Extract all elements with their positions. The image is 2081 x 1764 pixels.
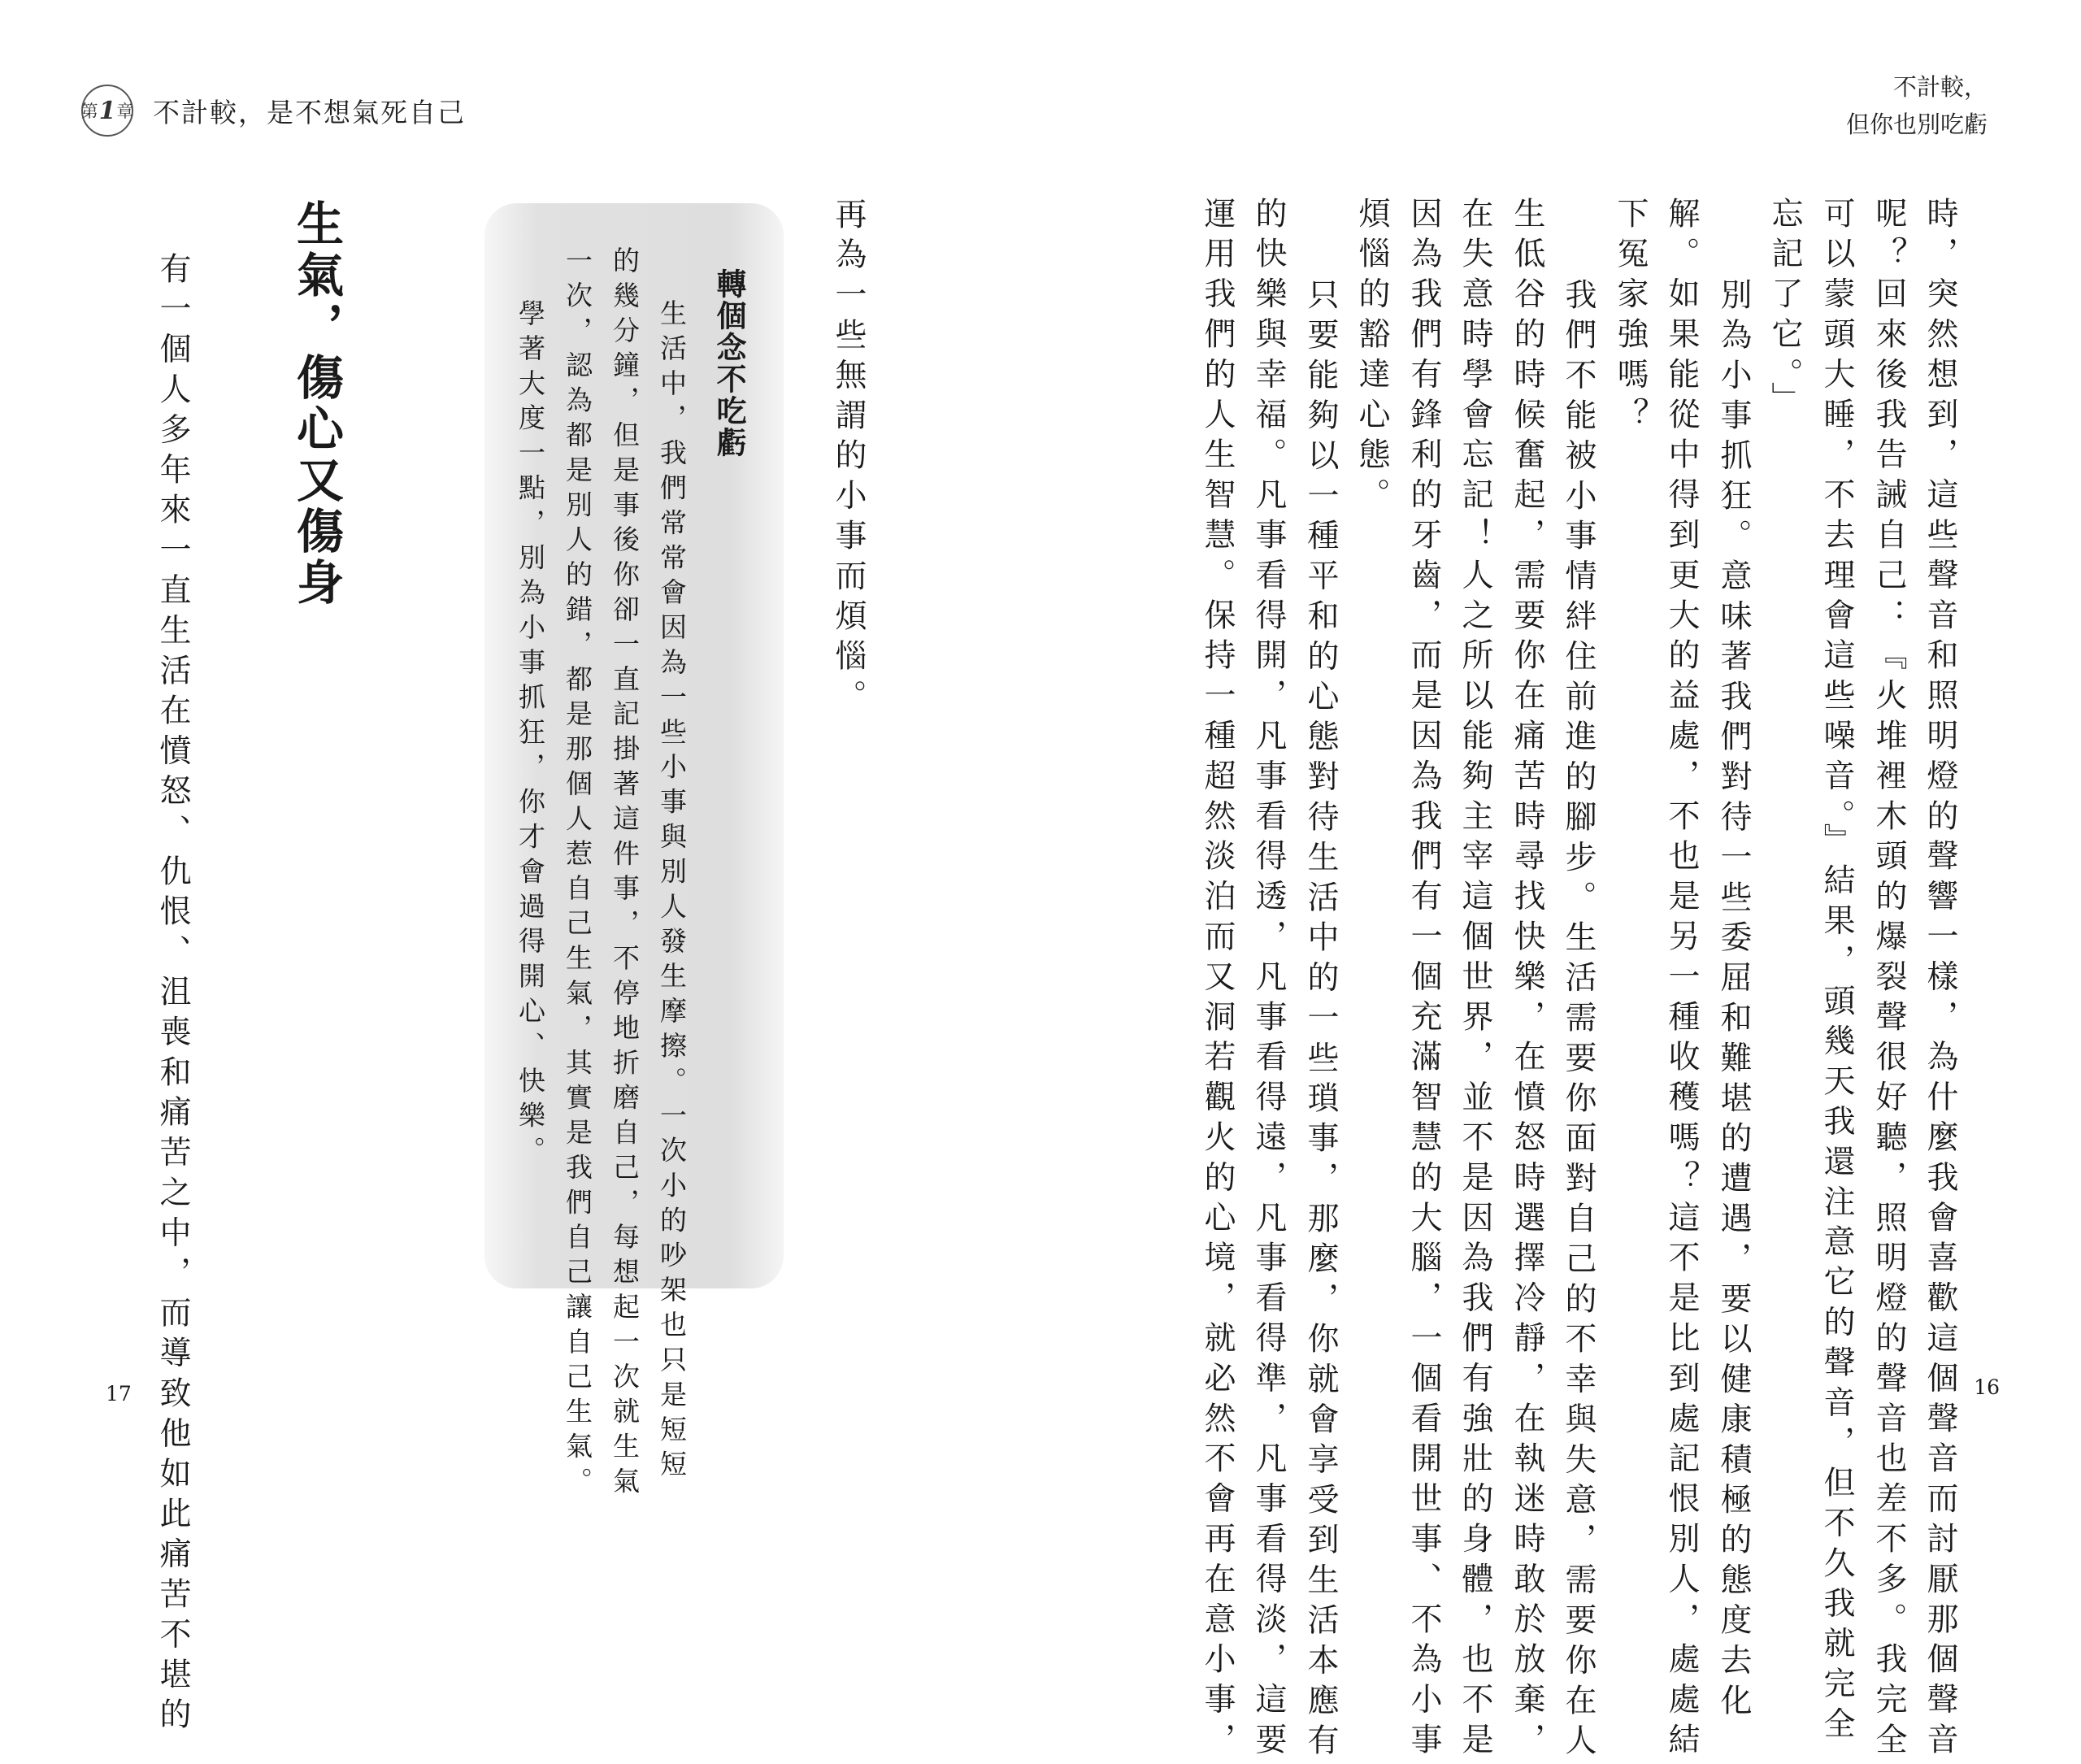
sidebar-line-2: 的幾分鐘，但是事後你卻一直記掛著這件事，不停地折磨自己，每想起一次就生氣 — [609, 246, 641, 1502]
page-number-left: 17 — [106, 1382, 132, 1406]
body-line-r15: 運用我們的人生智慧。保持一種超然淡泊而又洞若觀火的心境，就必然不會再在意小事， — [1199, 197, 1236, 1763]
body-line-r10: 在失意時學會忘記！人之所以能夠主宰這個世界，並不是因為我們有強壯的身體，也不是 — [1457, 197, 1493, 1763]
body-line-r11: 因為我們有鋒利的牙齒，而是因為我們有一個充滿智慧的大腦，一個看開世事、不為小事 — [1405, 197, 1442, 1763]
running-head-left: 不計較，是不想氣死自己 — [153, 97, 466, 128]
section-heading: 生氣，傷心又傷身 — [289, 199, 344, 609]
sidebar-line-1: 生活中，我們常常會因為一些小事與別人發生摩擦。一次小的吵架也只是短短 — [656, 299, 688, 1485]
chapter-prefix: 第 — [80, 102, 98, 121]
body-line-r8: 我們不能被小事情絆住前進的腳步。生活需要你面對自己的不幸與失意，需要你在人 — [1560, 278, 1597, 1764]
body-line-r13: 只要能夠以一種平和的心態對待生活中的一些瑣事，那麼，你就會享受到生活本應有 — [1302, 278, 1339, 1764]
sidebar-title: 轉個念不吃虧 — [711, 268, 746, 458]
body-line-r12: 煩惱的豁達心態。 — [1353, 197, 1390, 519]
body-line-r4: 忘記了它。」 — [1766, 197, 1803, 422]
running-head-right — [1846, 68, 1988, 143]
chapter-badge — [81, 85, 133, 137]
body-line-l2: 有一個人多年來一直生活在憤怒、仇恨、沮喪和痛苦之中，而導致他如此痛苦不堪的 — [154, 252, 191, 1738]
running-head-right-line2: 但你也別吃虧 — [1845, 111, 1988, 138]
body-line-r3: 可以蒙頭大睡，不去理會這些噪音。』結果，頭幾天我還注意它的聲音，但不久我就完全 — [1818, 197, 1855, 1748]
body-line-r7: 下冤家強嗎？ — [1612, 197, 1649, 438]
page-number-right: 16 — [1974, 1375, 2000, 1399]
body-line-r2: 呢？回來後我告誡自己：『火堆裡木頭的爆裂聲很好聽，照明燈的聲音也差不多。我完全 — [1870, 197, 1907, 1763]
body-line-r6: 解。如果能從中得到更大的益處，不也是另一種收穫嗎？這不是比到處記恨別人，處處結 — [1663, 197, 1700, 1763]
body-line-l1: 再為一些無謂的小事而煩惱。 — [830, 198, 867, 720]
body-line-r9: 生低谷的時候奮起，需要你在痛苦時尋找快樂，在憤怒時選擇冷靜，在執迷時敢於放棄， — [1509, 197, 1545, 1763]
body-line-r5: 別為小事抓狂。意味著我們對待一些委屈和難堪的遭遇，要以健康積極的態度去化 — [1715, 278, 1752, 1724]
sidebar-line-3: 一次，認為都是別人的錯，都是那個人惹自己生氣，其實是我們自己讓自己生氣。 — [562, 246, 593, 1502]
sidebar-line-4: 學著大度一點，別為小事抓狂，你才會過得開心、快樂。 — [515, 299, 546, 1171]
running-head-right-line1: 不計較， — [1892, 73, 1988, 101]
body-line-r1: 時，突然想到，這些聲音和照明燈的聲響一樣，為什麼我會喜歡這個聲音而討厭那個聲音 — [1922, 197, 1958, 1763]
chapter-suffix: 章 — [116, 102, 134, 121]
chapter-number: 1 — [98, 96, 116, 125]
body-line-r14: 的快樂與幸福。凡事看得開，凡事看得透，凡事看得遠，凡事看得準，凡事看得淡，這要 — [1250, 197, 1287, 1763]
